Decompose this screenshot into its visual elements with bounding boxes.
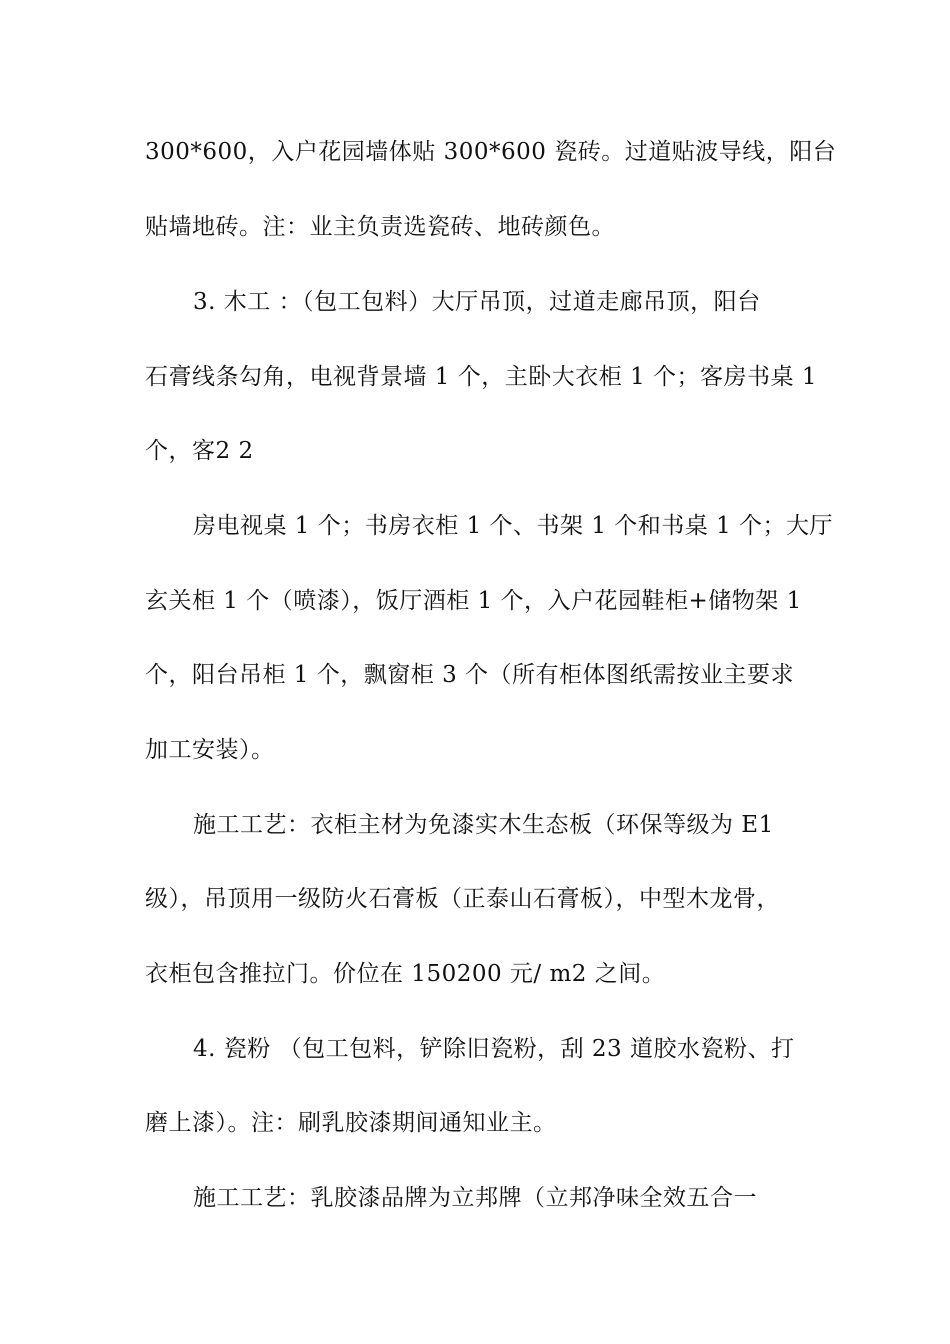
text-line: 300*600，入户花园墙体贴 300*600 瓷砖。过道贴波导线，阳台 <box>145 139 837 165</box>
text-line: 石膏线条勾角，电视背景墙 1 个，主卧大衣柜 1 个；客房书桌 1 <box>145 364 817 390</box>
text-line: 房电视桌 1 个；书房衣柜 1 个、书架 1 个和书桌 1 个；大厅 <box>193 513 834 539</box>
text-line: 个，阳台吊柜 1 个，飘窗柜 3 个（所有柜体图纸需按业主要求 <box>145 662 795 688</box>
text-line: 玄关柜 1 个（喷漆），饭厅酒柜 1 个，入户花园鞋柜+储物架 1 <box>145 588 802 614</box>
section-4-heading: 4. 瓷粉 （包工包料，铲除旧瓷粉，刮 23 道胶水瓷粉、打 <box>193 1036 795 1062</box>
text-line: 衣柜包含推拉门。价位在 150200 元/ m2 之间。 <box>145 961 666 987</box>
text-line: 贴墙地砖。注：业主负责选瓷砖、地砖颜色。 <box>145 214 615 240</box>
text-line: 加工安装）。 <box>145 737 275 763</box>
text-line: 磨上漆）。注：刷乳胶漆期间通知业主。 <box>145 1110 557 1136</box>
process-paragraph-carpentry: 施工工艺：衣柜主材为免漆实木生态板（环保等级为 E1 <box>193 812 774 838</box>
process-paragraph-paint: 施工工艺：乳胶漆品牌为立邦牌（立邦净味全效五合一 <box>193 1185 757 1211</box>
text-line: 个，客2 2 <box>145 438 254 464</box>
section-3-heading: 3. 木工 ：（包工包料）大厅吊顶，过道走廊吊顶，阳台 <box>193 289 761 315</box>
text-line: 级），吊顶用一级防火石膏板（正泰山石膏板），中型木龙骨， <box>145 886 780 912</box>
